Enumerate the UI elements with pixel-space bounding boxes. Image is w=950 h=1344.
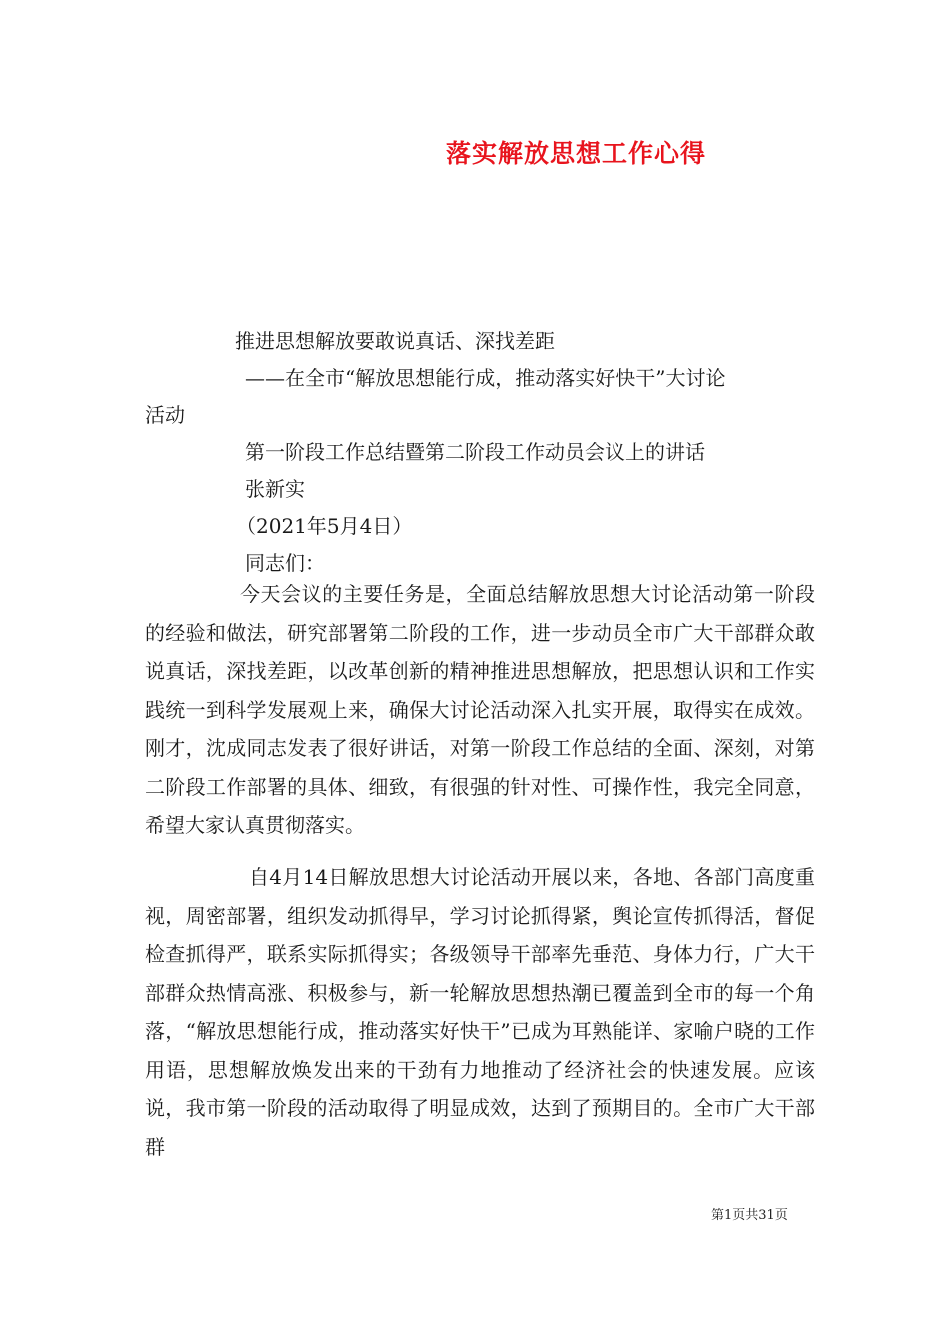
speech-subtitle-line-3: 第一阶段工作总结暨第二阶段工作动员会议上的讲话 xyxy=(245,440,705,464)
speech-subtitle-line-2: 活动 xyxy=(145,403,185,427)
speech-date: （2021年5月4日） xyxy=(236,514,413,538)
salutation: 同志们： xyxy=(245,551,325,575)
speech-subtitle-line-1: ——在全市“解放思想能行成，推动落实好快干”大讨论 xyxy=(245,366,726,390)
body-paragraph: 自4月14日解放思想大讨论活动开展以来，各地、各部门高度重视，周密部署，组织发动抓得早，学习讨论抓得紧，舆论宣传抓得活，督促检查抓得严，联系实际抓得实；各级领导干部率先垂范、身体力行，广大干部群众热情高涨、积极参与，新一轮解放思想热潮已覆盖到全市的每一个角落，“解放思想能行成，推动落实好快干”已成为耳熟能详、家喻户晓的工作用语，思想解放焕发出来的干劲有力地推动了经济社会的快速发展。应该说，我市第一阶段的活动取得了明显成效，达到了预期目的。全市广大干部群 xyxy=(145,865,815,1159)
speech-heading: 推进思想解放要敢说真话、深找差距 xyxy=(235,329,555,353)
document-title: 落实解放思想工作心得 xyxy=(446,139,707,168)
body-paragraph: 今天会议的主要任务是，全面总结解放思想大讨论活动第一阶段的经验和做法，研究部署第二阶段的工作，进一步动员全市广大干部群众敢说真话，深找差距，以改革创新的精神推进思想解放，把思想认识和工作实践统一到科学发展观上来，确保大讨论活动深入扎实开展，取得实在成效。刚才，沈成同志发表了很好讲话，对第一阶段工作总结的全面、深刻，对第二阶段工作部署的具体、细致，有很强的针对性、可操作性，我完全同意，希望大家认真贯彻落实。 xyxy=(145,582,815,837)
page-number: 第1页共31页 xyxy=(711,1208,788,1223)
speaker-name: 张新实 xyxy=(245,477,305,501)
